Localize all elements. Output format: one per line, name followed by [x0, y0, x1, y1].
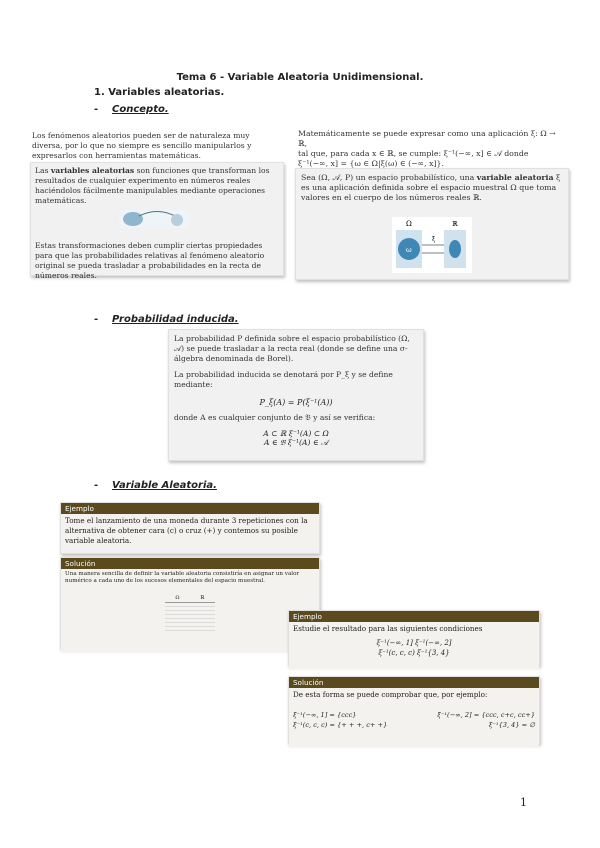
- page-number: 1: [520, 796, 527, 809]
- induced-line2: La probabilidad inducida se denotará por P_ξ y se define mediante:: [174, 370, 393, 389]
- solution1-table: Ω ℝ: [165, 595, 215, 633]
- induced-line3: donde A es cualquier conjunto de 𝔅 y así se verifica:: [174, 413, 376, 422]
- concept-math-box: [295, 168, 569, 280]
- example2-header: Ejemplo: [289, 611, 539, 622]
- bullet-probabilidad-label: Probabilidad inducida.: [112, 314, 239, 325]
- concept-definition-end: Estas transformaciones deben cumplir ciertas propiedades para que las probabilidades relativas al fenómeno aleatorio original se pueda trasladar a probabilidades en la recta de números reales.: [35, 241, 265, 280]
- concept-definition-text: Las variables aleatorias son funciones que transforman los resultados de cualquier experimento en números reales haciéndolos fácilmente manipulables mediante operaciones matemáticas.: [35, 166, 270, 205]
- bullet-variable-label: Variable Aleatoria.: [112, 480, 217, 491]
- concept-math-definition: Sea (Ω, 𝒜, P) un espacio probabilístico, una variable aleatoria ξ es una aplicación definida sobre el espacio muestral Ω que toma valores en el cuerpo de los números reales ℝ.: [301, 173, 561, 202]
- solution1-block: [60, 557, 320, 649]
- mapping-diagram-figure: [392, 217, 472, 273]
- bullet-variable: - Variable Aleatoria.: [94, 480, 217, 491]
- example2-block: [288, 610, 540, 666]
- example1-body: Tome el lanzamiento de una moneda durante 3 repeticiones con la alternativa de obtener cara (c) o cruz (+) y contemos su posible variable aleatoria.: [61, 514, 319, 548]
- xi-label: ξ: [432, 236, 436, 243]
- concept-definition-box: [30, 162, 284, 280]
- solution1-header: Solución: [61, 558, 319, 569]
- solution2-block: [288, 676, 540, 744]
- function-diagram-figure: [119, 208, 189, 230]
- induced-cond2: A ∈ 𝔅 ξ⁻¹(A) ∈ 𝒜: [263, 438, 329, 447]
- real-line-label: ℝ: [452, 220, 458, 228]
- solution2-body: De esta forma se puede comprobar que, por ejemplo: ξ⁻¹(−∞, 1] = {ccc} ξ⁻¹(−∞, 2] = {ccc, c+c, cc+} ξ⁻¹(c, c, c) = {+ + +, c+ +} ξ⁻¹{3, 4} = ∅: [289, 688, 539, 747]
- solution1-body: Una manera sencilla de definir la variable aleatoria consistiría en asignar un valor numérico a cada uno de los sucesos elementales del espacio muestral. Ω ℝ: [61, 569, 319, 652]
- bullet-concepto: - Concepto.: [94, 104, 169, 115]
- omega-label: Ω: [406, 220, 412, 228]
- bullet-concepto-label: Concepto.: [112, 104, 169, 115]
- solution2-header: Solución: [289, 677, 539, 688]
- concept-intro: Los fenómenos aleatorios pueden ser de naturaleza muy diversa, por lo que no siempre es sencillo manipularlos y expresarlos con herramientas matemáticas.: [32, 131, 252, 160]
- omega-element-label: ω: [406, 246, 412, 254]
- example2-body: Estudie el resultado para las siguientes condiciones ξ⁻¹(−∞, 1] ξ⁻¹(−∞, 2] ξ⁻¹(c, c, c) ξ⁻¹{3, 4}: [289, 622, 539, 669]
- concept-math-text: Matemáticamente se puede expresar como una aplicación ξ: Ω → ℝ, tal que, para cada x ∈ ℝ, se cumple: ξ⁻¹(−∞, x] ∈ 𝒜 donde ξ⁻¹(−∞, x] = {ω ∈ Ω|ξ(ω) ∈ (−∞, x]}.: [298, 129, 556, 168]
- bullet-probabilidad: - Probabilidad inducida.: [94, 314, 239, 325]
- induced-line1: La probabilidad P definida sobre el espacio probabilístico (Ω, 𝒜) se puede trasladar a la recta real (donde se define una σ-álgebra denominada de Borel).: [174, 334, 410, 363]
- section-heading: 1. Variables aleatorias.: [94, 87, 225, 98]
- page-title: Tema 6 - Variable Aleatoria Unidimensional.: [176, 72, 424, 83]
- induced-probability-box: [168, 329, 424, 461]
- induced-formula: P_ξ(A) = P(ξ⁻¹(A)): [259, 398, 333, 407]
- induced-cond1: A ⊂ ℝ ξ⁻¹(A) ⊂ Ω: [263, 429, 329, 438]
- example1-block: [60, 502, 320, 554]
- example1-header: Ejemplo: [61, 503, 319, 514]
